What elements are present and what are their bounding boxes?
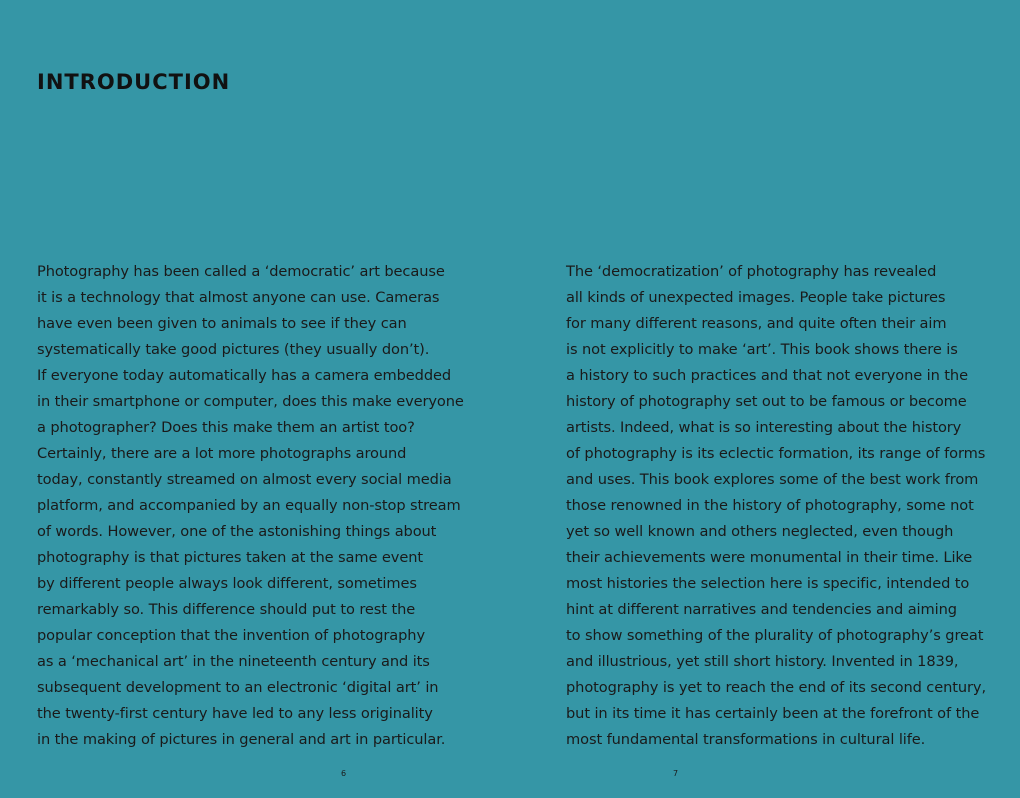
- chapter-heading: INTRODUCTION: [37, 70, 231, 94]
- text-line: artists. Indeed, what is so interesting about the history: [566, 419, 962, 436]
- text-line: most fundamental transformations in cultural life.: [566, 731, 926, 748]
- text-line: in the making of pictures in general and art in particular.: [37, 731, 446, 748]
- text-line: is not explicitly to make ‘art’. This book shows there is: [566, 341, 958, 358]
- text-line: as a ‘mechanical art’ in the nineteenth century and its: [37, 653, 430, 670]
- text-line: but in its time it has certainly been at the forefront of the: [566, 705, 980, 722]
- text-line: photography is that pictures taken at the same event: [37, 549, 423, 566]
- text-line: those renowned in the history of photography, some not: [566, 497, 974, 514]
- text-line: systematically take good pictures (they usually don’t).: [37, 341, 430, 358]
- text-line: Certainly, there are a lot more photographs around: [37, 445, 407, 462]
- text-line: a photographer? Does this make them an artist too?: [37, 419, 415, 436]
- text-line: hint at different narratives and tendencies and aiming: [566, 601, 957, 618]
- text-line: to show something of the plurality of photography’s great: [566, 627, 984, 644]
- text-line: If everyone today automatically has a camera embedded: [37, 367, 452, 384]
- text-line: all kinds of unexpected images. People take pictures: [566, 289, 946, 306]
- right-page-text: [566, 259, 1011, 753]
- text-line: for many different reasons, and quite often their aim: [566, 315, 947, 332]
- text-line: in their smartphone or computer, does this make everyone: [37, 393, 464, 410]
- text-line: The ‘democratization’ of photography has revealed: [566, 263, 937, 280]
- text-line: by different people always look different, sometimes: [37, 575, 417, 592]
- text-line: subsequent development to an electronic ‘digital art’ in: [37, 679, 439, 696]
- text-line: today, constantly streamed on almost every social media: [37, 471, 452, 488]
- text-line: it is a technology that almost anyone can use. Cameras: [37, 289, 440, 306]
- text-line: popular conception that the invention of photography: [37, 627, 425, 644]
- text-line: photography is yet to reach the end of its second century,: [566, 679, 986, 696]
- text-line: history of photography set out to be famous or become: [566, 393, 967, 410]
- text-line: platform, and accompanied by an equally non-stop stream: [37, 497, 461, 514]
- text-line: of words. However, one of the astonishing things about: [37, 523, 437, 540]
- text-line: of photography is its eclectic formation, its range of forms: [566, 445, 986, 462]
- text-line: the twenty-first century have led to any less originality: [37, 705, 433, 722]
- text-line: and uses. This book explores some of the best work from: [566, 471, 979, 488]
- text-line: have even been given to animals to see if they can: [37, 315, 407, 332]
- text-line: remarkably so. This difference should put to rest the: [37, 601, 416, 618]
- page-number-right: 7: [673, 769, 679, 778]
- text-line: most histories the selection here is specific, intended to: [566, 575, 970, 592]
- text-line: Photography has been called a ‘democratic’ art because: [37, 263, 445, 280]
- page-number-left: 6: [341, 769, 347, 778]
- text-line: yet so well known and others neglected, even though: [566, 523, 954, 540]
- text-line: a history to such practices and that not everyone in the: [566, 367, 968, 384]
- text-line: and illustrious, yet still short history. Invented in 1839,: [566, 653, 959, 670]
- left-page-text: [37, 259, 477, 753]
- text-line: their achievements were monumental in their time. Like: [566, 549, 973, 566]
